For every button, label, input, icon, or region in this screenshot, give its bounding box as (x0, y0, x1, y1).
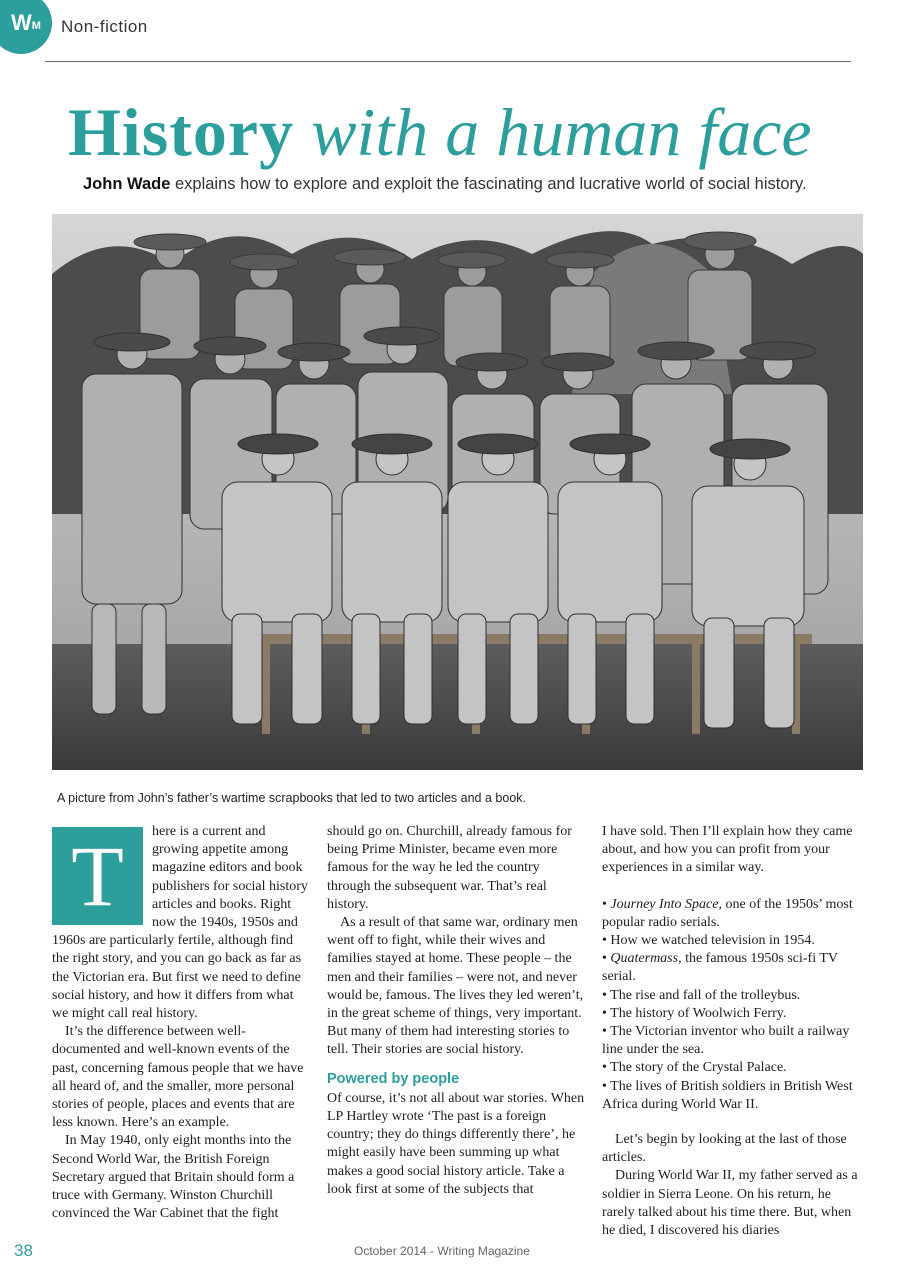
list-item: • Quatermass, the famous 1950s sci-fi TV serial. (602, 951, 838, 985)
spacer (602, 1114, 860, 1131)
logo-m: M (31, 20, 41, 32)
subheading: Powered by people (327, 1070, 460, 1087)
paragraph: During World War II, my father served as a soldier in Sierra Leone. On his return, he rarely talked about his time there. But, when he died, I discovered his diaries (602, 1168, 858, 1239)
list-item: • Journey Into Space, one of the 1950s’ most popular radio serials. (602, 896, 853, 930)
list-item: • The Victorian inventor who built a railway line under the sea. (602, 1024, 850, 1058)
drop-cap: T (52, 827, 143, 925)
paragraph: In May 1940, only eight months into the Second World War, the British Foreign Secretary argued that Britain should form a truce with Germany. Winston Churchill convinced the War Cabinet that the fight (52, 1133, 295, 1222)
article-column-3 (602, 823, 860, 1240)
standfirst-text: explains how to explore and exploit the fascinating and lucrative world of social history. (170, 175, 807, 193)
photo-caption: A picture from John’s father’s wartime scrapbooks that led to two articles and a book. (57, 791, 526, 805)
list-item: • The story of the Crystal Palace. (602, 1060, 787, 1076)
article-column-1 (52, 823, 310, 1223)
issue-line: October 2014 - Writing Magazine (354, 1244, 530, 1258)
list-item: • The lives of British soldiers in British West Africa during World War II. (602, 1078, 853, 1112)
list-item: • How we watched television in 1954. (602, 933, 815, 949)
list-item: • The rise and fall of the trolleybus. (602, 987, 801, 1003)
paragraph: Of course, it’s not all about war stories. When LP Hartley wrote ‘The past is a foreign country; they do things differently there’, he might easily have been summing up what makes a good social history article. Take a look first at some of the subjects that (327, 1090, 585, 1197)
paragraph: It’s the difference between well-documented and well-known events of the past, concerning famous people that we have all heard of, and the smaller, more personal stories of people, places and events that are less known. Here’s an example. (52, 1024, 304, 1131)
brand-logo (0, 0, 52, 54)
subject-list (602, 896, 860, 1114)
article-column-2 (327, 823, 585, 1199)
list-item: • The history of Woolwich Ferry. (602, 1005, 787, 1021)
author-name: John Wade (83, 175, 171, 193)
headline-italic: with a human face (311, 94, 812, 170)
group-portrait-photo (52, 214, 863, 770)
paragraph: Let’s begin by looking at the last of those articles. (602, 1132, 847, 1166)
logo-w: W (11, 10, 32, 35)
headline-bold: History (68, 94, 295, 170)
paragraph: here is a current and growing appetite among magazine editors and book publishers for social history articles and books. Right now the 1940s, 1950s and 1960s are particularly fertile, although find the right story, and you can go back as far as the Victorian era. But first we need to define social history, and how it differs from what we might call real history. (52, 824, 308, 1022)
paragraph: As a result of that same war, ordinary men went off to fight, while their wives and families stayed at home. These people – the men and their families – were not, and never would be, famous. The lives they led weren’t, in the great scheme of things, very important. But many of them had interesting stories to tell. Their stories are social history. (327, 915, 584, 1058)
spacer (602, 878, 860, 896)
page-number: 38 (14, 1241, 33, 1260)
headline (68, 92, 868, 172)
paragraph: should go on. Churchill, already famous for being Prime Minister, became even more famous for the way he led the country through the subsequent war. That’s real history. (327, 824, 572, 912)
paragraph: I have sold. Then I’ll explain how they came about, and how you can profit from your experiences in a similar way. (602, 824, 853, 876)
standfirst (83, 175, 873, 194)
photo-illustration (52, 214, 863, 770)
header-rule (45, 61, 851, 62)
section-label: Non-fiction (61, 17, 148, 36)
